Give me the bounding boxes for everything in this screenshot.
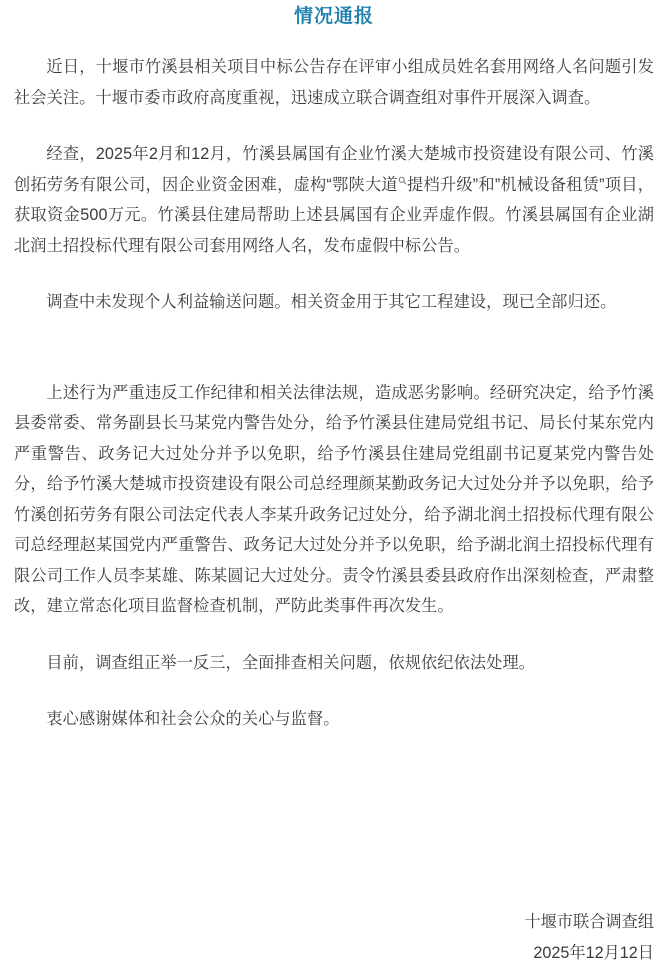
paragraph-findings: 调查中未发现个人利益输送问题。相关资金用于其它工程建设，现已全部归还。	[46, 293, 617, 311]
paragraph-intro: 近日，十堰市竹溪县相关项目中标公告存在评审小组成员姓名套用网络人名问题引发社会关注。十堰市委市政府高度重视，迅速成立联合调查组对事件开展深入调查。	[14, 58, 654, 107]
paragraph-investigation-part1: 经查，2025年2月和12月，竹溪县属国有企业竹溪大楚城市投资建设有限公司、竹溪创拓劳务有限公司，因企业资金困难，虚构“鄂陕大道	[14, 145, 654, 194]
paragraph-penalties: 上述行为严重违反工作纪律和相关法律法规，造成恶劣影响。经研究决定，给予竹溪县委常委、常务副县长马某党内警告处分，给予竹溪县住建局党组书记、局长付某东党内严重警告、政务记大过处分并予以免职，给予竹溪县住建局党组副书记夏某党内警告处分，给予竹溪大楚城市投资建设有限公司总经理颜某勤政务记大过处分并予以免职，给予竹溪创拓劳务有限公司法定代表人李某升政务记过处分，给予湖北润土招投标代理有限公司总经理赵某国党内严重警告、政务记大过处分并予以免职，给予湖北润土招投标代理有限公司工作人员李某雄、陈某圆记大过处分。责令竹溪县委县政府作出深刻检查，严肃整改，建立常态化项目监督检查机制，严防此类事件再次发生。	[14, 383, 654, 615]
signature-organization: 十堰市联合调查组	[524, 913, 654, 931]
search-icon[interactable]	[398, 176, 407, 185]
paragraph-investigation-part2: 提档升级”和”机械设备租赁”项目，获取资金500万元。竹溪县住建局帮助上述县属国有企业弄虚作假。竹溪县属国有企业湖北润土招投标代理有限公司套用网络人名，发布虚假中标公告。	[14, 175, 654, 255]
signature-block	[525, 907, 655, 969]
paragraph-ongoing: 目前，调查组正举一反三，全面排查相关问题，依规依纪依法处理。	[46, 653, 536, 672]
page-title: 情况通报	[293, 6, 374, 27]
paragraph-thanks: 衷心感谢媒体和社会公众的关心与监督。	[46, 710, 340, 728]
section-spacer	[14, 344, 654, 378]
signature-date: 2025年12月12日	[533, 944, 654, 962]
paragraph-investigation	[14, 139, 654, 261]
